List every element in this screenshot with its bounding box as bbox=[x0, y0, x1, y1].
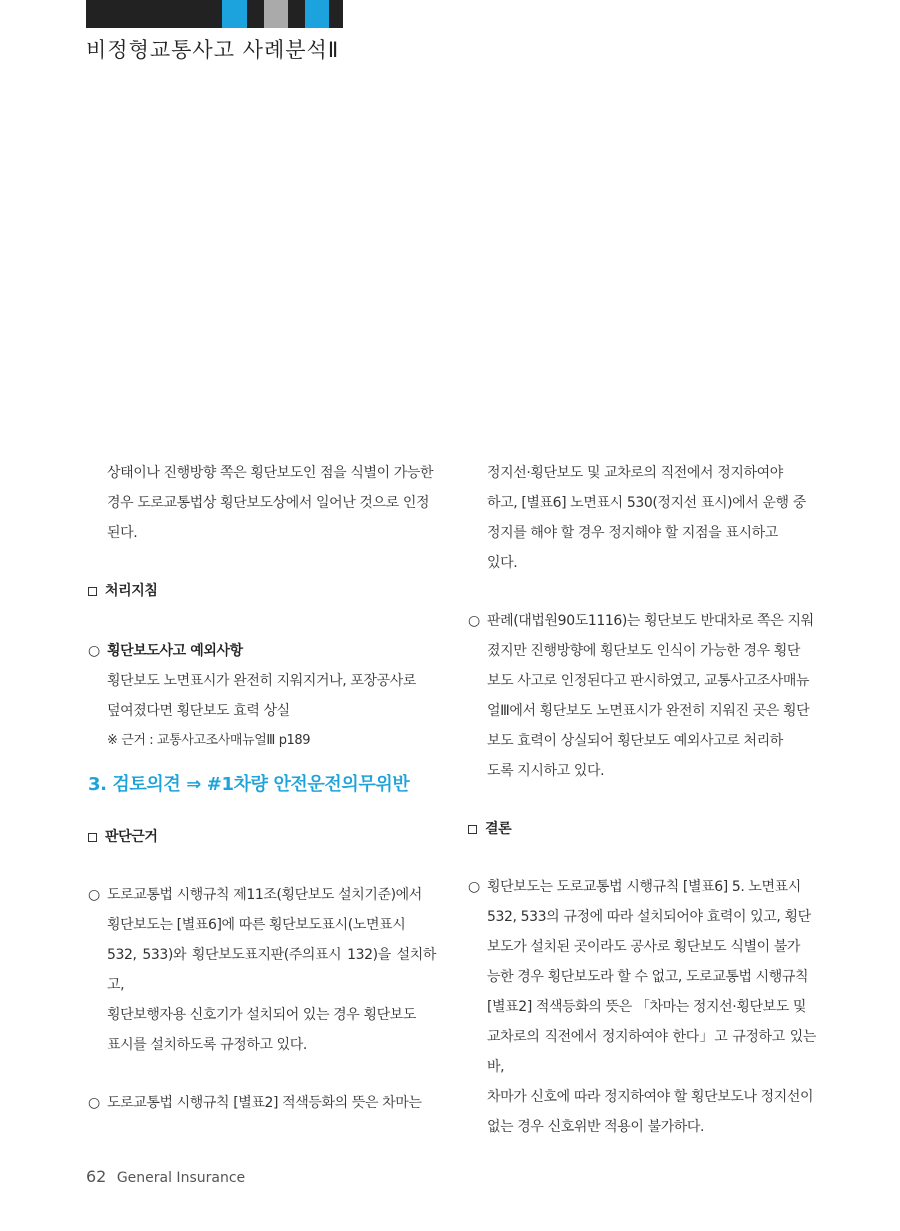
section-heading-basis bbox=[88, 822, 436, 852]
section-heading-processing bbox=[88, 576, 436, 606]
text-line: 횡단보도 노면표시가 완전히 지워지거나, 포장공사로 bbox=[107, 673, 416, 689]
text-line: [별표2] 적색등화의 뜻은 「차마는 정지선·횡단보도 및 bbox=[487, 999, 807, 1015]
heading-label: 판단근거 bbox=[105, 829, 158, 845]
text-line: 정지를 해야 할 경우 정지해야 할 지점을 표시하고 bbox=[487, 525, 778, 541]
text-line: 교차로의 직전에서 정지하여야 한다」고 규정하고 있는바, bbox=[487, 1029, 816, 1075]
right-column bbox=[468, 458, 816, 1142]
circle-bullet-icon: ○ bbox=[88, 1095, 100, 1111]
left-column bbox=[88, 458, 436, 1118]
square-bullet-icon bbox=[468, 825, 477, 834]
page-footer bbox=[86, 1167, 245, 1186]
text-line: 횡단보도는 도로교통법 시행규칙 [별표6] 5. 노면표시 bbox=[487, 879, 801, 895]
color-block bbox=[264, 0, 288, 28]
text-line: 경우 도로교통법상 횡단보도상에서 일어난 것으로 인정 bbox=[107, 495, 430, 511]
precedent-item bbox=[468, 606, 816, 786]
text-line: 표시를 설치하도록 규정하고 있다. bbox=[107, 1037, 307, 1053]
sub-heading: 횡단보도사고 예외사항 bbox=[107, 643, 243, 659]
text-line: 졌지만 진행방향에 횡단보도 인식이 가능한 경우 횡단 bbox=[487, 643, 801, 659]
text-line: 횡단보행자용 신호기가 설치되어 있는 경우 횡단보도 bbox=[107, 1007, 416, 1023]
intro-paragraph bbox=[88, 458, 436, 548]
text-line: 차마가 신호에 따라 정지하여야 할 횡단보도나 정지선이 bbox=[487, 1089, 814, 1105]
color-block bbox=[305, 0, 329, 28]
basis-item-2 bbox=[88, 1088, 436, 1118]
text-line: 능한 경우 횡단보도라 할 수 없고, 도로교통법 시행규칙 bbox=[487, 969, 809, 985]
color-block bbox=[86, 0, 222, 28]
text-line: 보도 효력이 상실되어 횡단보도 예외사고로 처리하 bbox=[487, 733, 783, 749]
circle-bullet-icon: ○ bbox=[468, 879, 480, 895]
page-header-title: 비정형교통사고 사례분석Ⅱ bbox=[86, 38, 340, 62]
continued-paragraph bbox=[468, 458, 816, 578]
circle-bullet-icon: ○ bbox=[88, 887, 100, 903]
text-line: 보도가 설치된 곳이라도 공사로 횡단보도 식별이 불가 bbox=[487, 939, 801, 955]
text-line: 532, 533)와 횡단보도표지판(주의표시 132)을 설치하고, bbox=[107, 947, 436, 993]
footer-label: General Insurance bbox=[116, 1170, 246, 1186]
heading-label: 처리지침 bbox=[105, 583, 158, 599]
sub-item-exception bbox=[88, 636, 436, 666]
color-block bbox=[247, 0, 264, 28]
text-line: 하고, [별표6] 노면표시 530(정지선 표시)에서 운행 중 bbox=[487, 495, 806, 511]
basis-item-1 bbox=[88, 880, 436, 1060]
heading-label: 결론 bbox=[485, 821, 512, 837]
text-line: 보도 사고로 인정된다고 판시하였고, 교통사고조사매뉴 bbox=[487, 673, 810, 689]
color-block bbox=[222, 0, 247, 28]
conclusion-item bbox=[468, 872, 816, 1142]
square-bullet-icon bbox=[88, 587, 97, 596]
text-line: 도로교통법 시행규칙 [별표2] 적색등화의 뜻은 차마는 bbox=[107, 1095, 422, 1111]
text-line: 없는 경우 신호위반 적용이 불가하다. bbox=[487, 1119, 705, 1135]
text-line: 횡단보도는 [별표6]에 따른 횡단보도표시(노면표시 bbox=[107, 917, 406, 933]
section-3-title: 3. 검토의견 ⇒ #1차량 안전운전의무위반 bbox=[88, 774, 410, 795]
text-line: 덮여졌다면 횡단보도 효력 상실 bbox=[107, 703, 290, 719]
text-line: 된다. bbox=[107, 525, 138, 541]
text-line: 얼Ⅲ에서 횡단보도 노면표시가 완전히 지워진 곳은 횡단 bbox=[487, 703, 810, 719]
circle-bullet-icon: ○ bbox=[468, 613, 480, 629]
color-block bbox=[288, 0, 305, 28]
page-number: 62 bbox=[86, 1167, 107, 1186]
square-bullet-icon bbox=[88, 833, 97, 842]
text-line: 상태이나 진행방향 쪽은 횡단보도인 점을 식별이 가능한 bbox=[107, 465, 434, 481]
text-line: 판례(대법원90도1116)는 횡단보도 반대차로 쪽은 지워 bbox=[487, 613, 814, 629]
section-heading-conclusion bbox=[468, 814, 816, 844]
text-line: 정지선·횡단보도 및 교차로의 직전에서 정지하여야 bbox=[487, 465, 783, 481]
circle-bullet-icon: ○ bbox=[88, 643, 100, 659]
header-color-bar bbox=[86, 0, 343, 28]
reference-note: ※ 근거 : 교통사고조사매뉴얼Ⅲ p189 bbox=[107, 733, 311, 748]
text-line: 있다. bbox=[487, 555, 518, 571]
text-line: 도로교통법 시행규칙 제11조(횡단보도 설치기준)에서 bbox=[107, 887, 422, 903]
sub-item-body bbox=[88, 666, 436, 756]
text-line: 532, 533의 규정에 따라 설치되어야 효력이 있고, 횡단 bbox=[487, 909, 811, 925]
text-line: 도록 지시하고 있다. bbox=[487, 763, 605, 779]
color-block bbox=[329, 0, 343, 28]
